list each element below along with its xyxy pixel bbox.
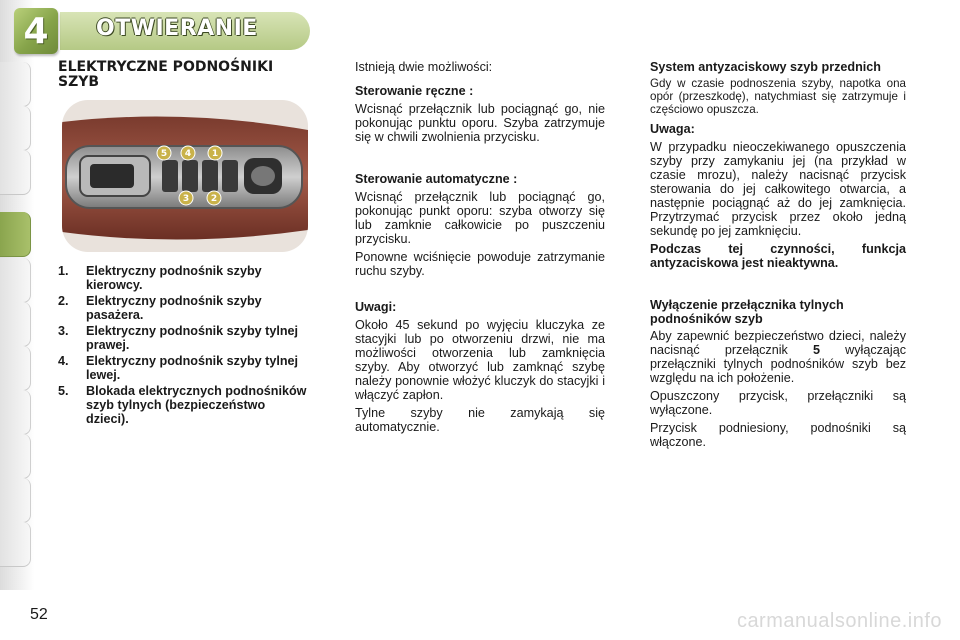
list-item-text: Elektryczny podnośnik szyby pasażera. bbox=[86, 294, 262, 322]
page-number: 52 bbox=[30, 606, 48, 623]
switch-number-ref: 5 bbox=[812, 343, 820, 357]
chapter-tab[interactable] bbox=[0, 346, 31, 391]
auto-control-heading: Sterowanie automatyczne : bbox=[355, 172, 518, 186]
chapter-tab[interactable] bbox=[0, 258, 31, 303]
anti-pinch-text: Gdy w czasie podnoszenia szyby, napotka ona opór (przeszkodę), natychmiast się zatrzymuje i częściowo opuszcza. bbox=[650, 77, 906, 116]
section-title bbox=[58, 60, 308, 90]
switch-label-3: 3 bbox=[182, 194, 190, 204]
chapter-tab-active[interactable] bbox=[0, 212, 31, 257]
chapter-number-badge bbox=[14, 8, 58, 54]
chapter-tab[interactable] bbox=[0, 150, 31, 195]
list-item-text: Elektryczny podnośnik szyby tylnej prawej. bbox=[86, 324, 299, 352]
rear-switch-text: Aby zapewnić bezpieczeństwo dzieci, należy nacisnąć przełącznik 5 wyłączając przełączniki tylnych podnośników szyb bez względu na ich położenie. bbox=[650, 329, 907, 385]
warning-bold-text: Podczas tej czynności, funkcja antyzaciskowa jest nieaktywna. bbox=[650, 242, 906, 270]
chapter-tab[interactable] bbox=[0, 390, 31, 435]
notes-text: Około 45 sekund po wyjęciu kluczyka ze stacyjki lub po otworzeniu drzwi, nie ma możliwości otworzenia lub zamknięcia szyby. Aby otworzyć lub zamknąć szybę należy ponownie włożyć kluczyk do stacyjki i włączyć zapłon. bbox=[355, 318, 605, 402]
list-item-text: Elektryczny podnośnik szyby kierowcy. bbox=[86, 264, 262, 292]
chapter-tab[interactable] bbox=[0, 522, 31, 567]
column-middle bbox=[355, 60, 605, 438]
notes-heading: Uwagi: bbox=[355, 300, 397, 314]
switch-panel-illustration bbox=[62, 100, 308, 252]
section-title-line1: ELEKTRYCZNE PODNOŚNIKI bbox=[58, 59, 274, 75]
list-item-number: 2. bbox=[58, 294, 69, 308]
rear-switch-text2: Opuszczony przycisk, przełączniki są wyłączone. bbox=[650, 389, 906, 417]
list-item-text: Elektryczny podnośnik szyby tylnej lewej. bbox=[86, 354, 299, 382]
switch-legend-list bbox=[58, 264, 308, 428]
manual-control-text: Wcisnąć przełącznik lub pociągnąć go, nie pokonując punktu oporu. Szyba zatrzymuje się w chwili zwolnienia przycisku. bbox=[355, 102, 605, 144]
rear-switch-text3: Przycisk podniesiony, podnośniki są włączone. bbox=[650, 421, 906, 449]
switch-label-1: 1 bbox=[211, 149, 219, 159]
rear-switch-heading: Wyłączenie przełącznika tylnych podnośników szyb bbox=[650, 298, 844, 326]
chapter-tab[interactable] bbox=[0, 478, 31, 523]
window-switch-photo bbox=[62, 100, 308, 252]
chapter-number: 4 bbox=[23, 10, 49, 52]
list-item-number: 5. bbox=[58, 384, 69, 398]
chapter-tab[interactable] bbox=[0, 62, 31, 107]
section-title-line2: SZYB bbox=[58, 74, 100, 90]
anti-pinch-heading: System antyzaciskowy szyb przednich bbox=[650, 60, 881, 74]
list-item-number: 3. bbox=[58, 324, 69, 338]
column-right bbox=[650, 60, 906, 453]
warning-heading: Uwaga: bbox=[650, 122, 695, 136]
list-item bbox=[58, 294, 308, 322]
watermark: carmanualsonline.info bbox=[736, 610, 942, 632]
manual-control-heading: Sterowanie ręczne : bbox=[355, 84, 474, 98]
list-item-text: Blokada elektrycznych podnośników szyb tylnych (bezpieczeństwo dzieci). bbox=[86, 384, 307, 426]
notes-text2: Tylne szyby nie zamykają się automatycznie. bbox=[355, 406, 605, 434]
list-item-number: 4. bbox=[58, 354, 69, 368]
list-item bbox=[58, 264, 308, 292]
auto-control-text2: Ponowne wciśnięcie powoduje zatrzymanie ruchu szyby. bbox=[355, 250, 605, 278]
chapter-tab[interactable] bbox=[0, 434, 31, 479]
chapter-title: OTWIERANIE bbox=[96, 16, 258, 41]
switch-label-4: 4 bbox=[184, 149, 192, 159]
list-item bbox=[58, 384, 308, 426]
chapter-tab[interactable] bbox=[0, 106, 31, 151]
intro-text: Istnieją dwie możliwości: bbox=[355, 60, 493, 74]
switch-label-5: 5 bbox=[160, 149, 168, 159]
list-item bbox=[58, 324, 308, 352]
chapter-tab[interactable] bbox=[0, 302, 31, 347]
auto-control-text: Wcisnąć przełącznik lub pociągnąć go, pokonując punkt oporu: szyba otworzy się lub zamknie całkowicie po puszczeniu przycisku. bbox=[355, 190, 605, 246]
warning-text: W przypadku nieoczekiwanego opuszczenia szyby przy zamykaniu jej (na przykład w czasie mrozu), należy nacisnąć przycisk sterowania do jej całkowitego otwarcia, a następnie pociągnąć aż do jej zamknięcia. Przytrzymać przycisk przez około jedną sekundę po jej zamknięciu. bbox=[650, 140, 906, 238]
list-item-number: 1. bbox=[58, 264, 69, 278]
chapter-tab-strip bbox=[0, 0, 34, 590]
column-left bbox=[58, 60, 308, 90]
switch-label-2: 2 bbox=[210, 194, 218, 204]
list-item bbox=[58, 354, 308, 382]
